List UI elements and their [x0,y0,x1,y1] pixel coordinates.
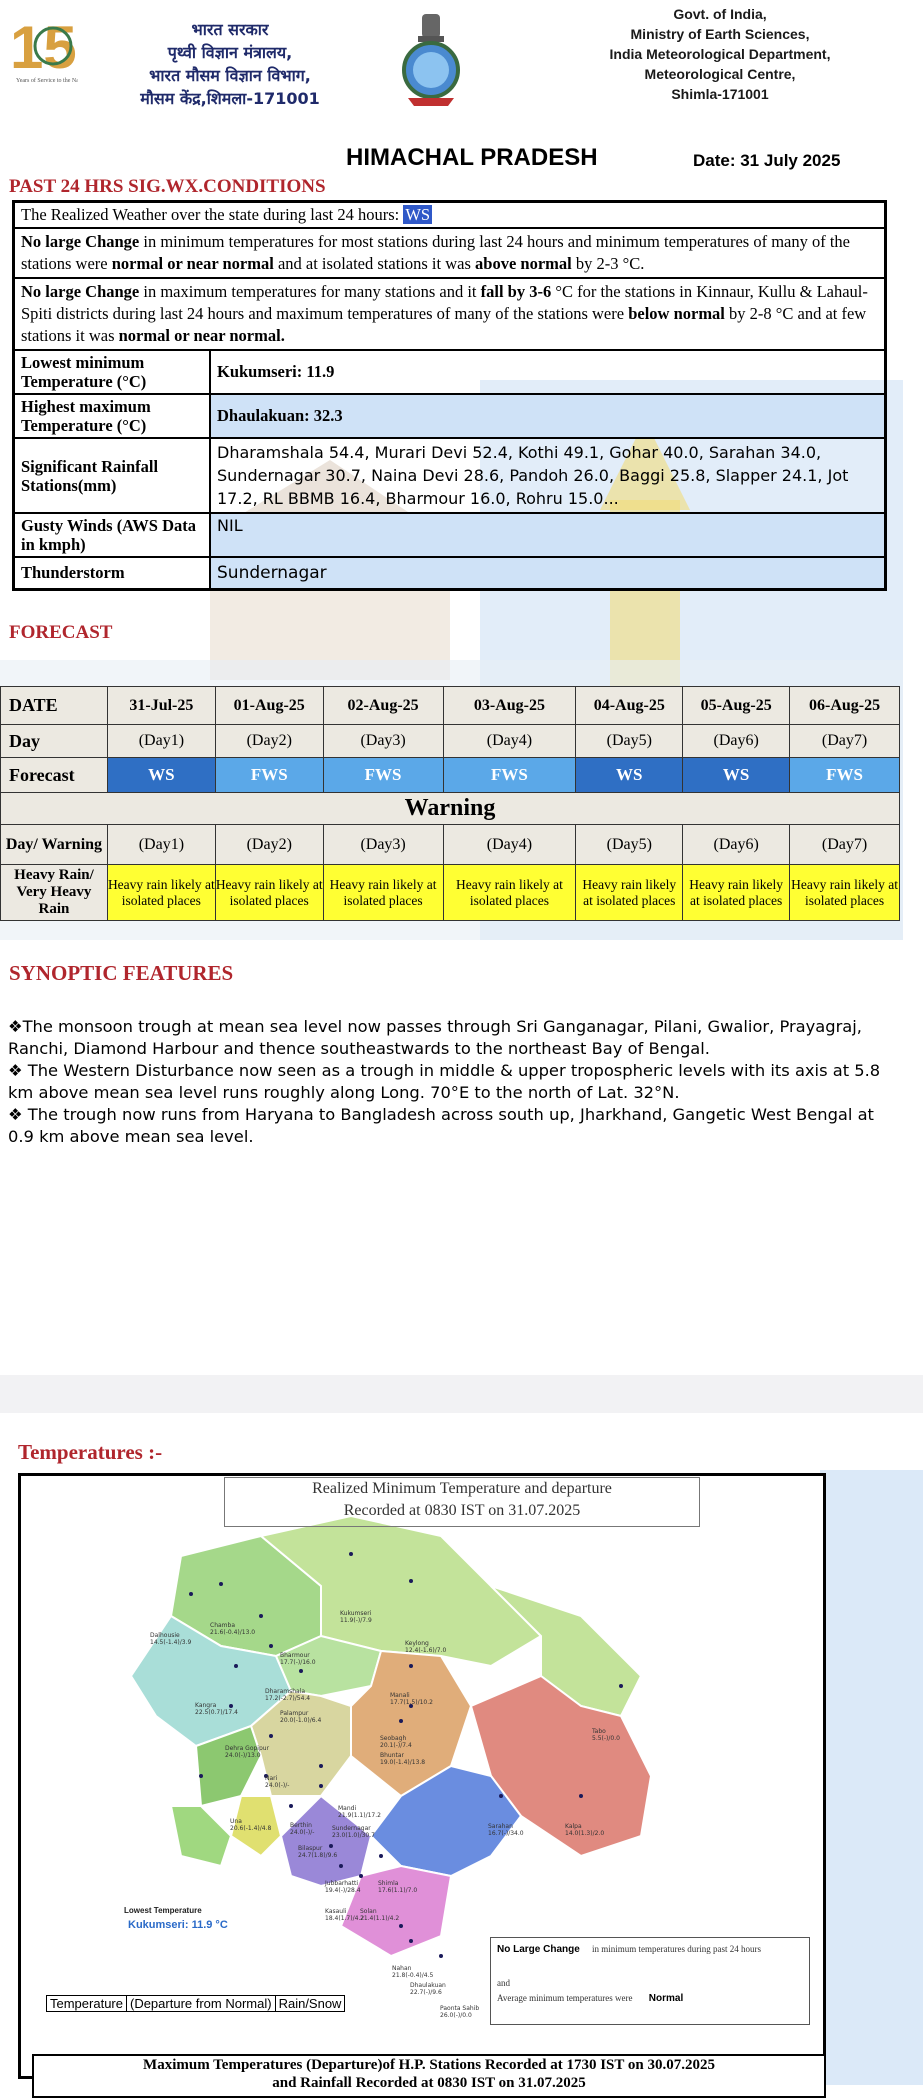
english-line-2: Ministry of Earth Sciences, [630,26,810,42]
station-label: Jubbarhatti 19.4(-)/28.4 [325,1880,361,1894]
note-and: and [497,1978,510,1988]
hindi-line-4: मौसम केंद्र,शिमला-171001 [140,89,320,108]
station-label: Keylong 12.4(-1.6)/7.0 [405,1640,447,1654]
warn-day-1: (Day1) [107,825,215,865]
warn-day-4: (Day4) [443,825,576,865]
max-temp-caption [32,2054,826,2098]
warning-2: Heavy rain likely at isolated places [215,865,323,921]
legend-departure: (Departure from Normal) [127,1995,276,2012]
max-b1: No large Change [21,282,140,301]
rainfall-label: Significant Rainfall Stations(mm) [14,438,211,513]
heavy-rain-label: Heavy Rain/ Very Heavy Rain [1,865,108,921]
hindi-line-2: पृथ्वी विज्ञान मंत्रालय, [167,43,293,62]
forecast-code-5: WS [576,758,683,793]
station-label: Tabo 5.5(-)/0.0 [592,1728,620,1742]
day-label: Day [1,725,108,758]
day-7: (Day7) [790,725,900,758]
synoptic-item-2: ❖ The Western Disturbance now seen as a trough in middle & upper tropospheric levels with its axis at 5.8 km above mean sea level runs roughly along Long. 70°E to the north of Lat. 32°N. [8,1061,881,1102]
note-line-1-bold: No Large Change [497,1944,580,1955]
forecast-code-3: FWS [323,758,443,793]
station-label: Kasauli 18.4(1.7)/4.2 [325,1908,365,1922]
date-3: 02-Aug-25 [323,687,443,725]
station-label: Sundernagar 23.0(1.0)/30.7 [332,1825,375,1839]
day-4: (Day4) [443,725,576,758]
hindi-line-1: भारत सरकार [191,20,269,39]
synoptic-item-3: ❖ The trough now runs from Haryana to Bangladesh across south up, Jharkhand, Gangetic West Bengal at 0.9 km above mean sea level. [8,1105,874,1146]
warning-7: Heavy rain likely at isolated places [790,865,900,921]
station-label: Kangra 22.5(0.7)/17.4 [195,1702,238,1716]
forecast-code-2: FWS [215,758,323,793]
date-5: 04-Aug-25 [576,687,683,725]
legend-temperature: Temperature [46,1995,127,2012]
date-4: 03-Aug-25 [443,687,576,725]
station-label: Dharamshala 17.2(-2.7)/54.4 [265,1688,311,1702]
realized-value: WS [405,205,431,224]
station-label: Shimla 17.6(1.1)/7.0 [378,1880,418,1894]
english-line-4: Meteorological Centre, [644,66,796,82]
max-b3: below normal [628,304,725,323]
warning-3: Heavy rain likely at isolated places [323,865,443,921]
max-b2: fall by 3-6 [480,282,552,301]
min-b3: above normal [475,254,572,273]
synoptic-title: SYNOPTIC FEATURES [9,961,234,985]
gusty-winds-label: Gusty Winds (AWS Data in kmph) [14,513,211,557]
forecast-title: FORECAST [9,622,113,643]
thunderstorm-value: Sundernagar [210,557,886,590]
warning-4: Heavy rain likely at isolated places [443,865,576,921]
note-line-2-text: Average minimum temperatures were [497,1993,633,2003]
english-line-1: Govt. of India, [673,6,767,22]
station-label: Dehra Gopipur 24.0(-)/13.0 [225,1745,270,1759]
warning-6: Heavy rain likely at isolated places [683,865,790,921]
min-t1: in minimum temperatures for most stations during last 24 hours and minimum temperatures of many of the stations were [21,232,850,273]
station-label: Dalhousie 14.5(-1.4)/3.9 [150,1632,192,1646]
day-3: (Day3) [323,725,443,758]
forecast-code-1: WS [107,758,215,793]
warning-1: Heavy rain likely at isolated places [107,865,215,921]
day-2: (Day2) [215,725,323,758]
forecast-code-6: WS [683,758,790,793]
map-title-line-2: Recorded at 0830 IST on 31.07.2025 [343,1502,581,1519]
station-label: Bharmour 17.7(-)/16.0 [280,1652,316,1666]
note-line-1-text: in minimum temperatures during past 24 hours [592,1944,762,1954]
highest-max-value: Dhaulakuan: 32.3 [210,394,886,438]
date-label: DATE [1,687,108,725]
note-line-2 [497,1993,803,2004]
thunderstorm-label: Thunderstorm [14,557,211,590]
warn-day-7: (Day7) [790,825,900,865]
warn-day-3: (Day3) [323,825,443,865]
station-label: Palampur 20.0(-1.0)/6.4 [280,1710,322,1724]
note-line-2-bold: Normal [648,1993,684,2004]
realized-prefix: The Realized Weather over the state during last 24 hours: [21,205,400,224]
warning-5: Heavy rain likely at isolated places [576,865,683,921]
max-t2: °C for the stations in Kinnaur, Kullu & Lahaul-Spiti districts during last 24 hours and maximum temperatures of many of the stations were [21,282,868,323]
date-6: 05-Aug-25 [683,687,790,725]
station-label: Dhaulakuan 22.7(-)/9.6 [410,1982,446,1996]
report-date: Date: 31 July 2025 [693,151,841,170]
lowest-temp-label: Lowest Temperature [124,1906,202,1915]
lowest-min-value: Kukumseri: 11.9 [210,350,886,394]
day-warning-label: Day/ Warning [1,825,108,865]
lowest-min-label: Lowest minimum Temperature (°C) [14,350,211,394]
svg-text:Years of Service to the Nation: Years of Service to the N [16,78,77,84]
warn-day-5: (Day5) [576,825,683,865]
max-b4: normal or near normal. [118,326,285,345]
station-label: Manali 17.7(1.5)/10.2 [390,1692,433,1706]
min-b2: normal or near normal [111,254,274,273]
hindi-line-3: भारत मौसम विज्ञान विभाग, [149,66,311,85]
forecast-code-7: FWS [790,758,900,793]
max-t3: by 2-8 °C and at few stations it was [21,304,867,345]
warn-day-6: (Day6) [683,825,790,865]
forecast-code-4: FWS [443,758,576,793]
day-1: (Day1) [107,725,215,758]
state-title: HIMACHAL PRADESH [346,144,598,171]
lowest-temp-value: Kukumseri: 11.9 °C [128,1919,228,1931]
caption-line-1: Maximum Temperatures (Departure)of H.P. Stations Recorded at 1730 IST on 30.07.2025 [143,2057,715,2073]
date-7: 06-Aug-25 [790,687,900,725]
svg-text:150: 15 [10,14,77,81]
station-label: Sarahan 16.7(-)/34.0 [488,1823,524,1837]
map-legend [46,1995,345,2012]
min-t2: and at isolated stations it was [273,254,476,273]
station-label: Paonta Sahib 26.0(-)/0.0 [440,2005,480,2019]
station-label: Seobagh 20.1(-)/7.4 [380,1735,412,1749]
english-line-5: Shimla-171001 [671,86,769,102]
station-label: Mandi 21.9(1.1)/17.2 [338,1805,381,1819]
summary-note-box [490,1937,810,2025]
gusty-winds-value: NIL [210,513,886,557]
english-line-3: India Meteorological Department, [609,46,831,62]
caption-line-2: and Rainfall Recorded at 0830 IST on 31.07.2025 [272,2075,586,2091]
legend-rain-snow: Rain/Snow [276,1995,346,2012]
highest-max-label: Highest maximum Temperature (°C) [14,394,211,438]
station-label: Bhuntar 19.0(-1.4)/13.8 [380,1752,426,1766]
min-b1: No large Change [21,232,140,251]
station-label: Kalpa 14.0(1.3)/2.0 [565,1823,605,1837]
station-label: Nari 24.0(-)/- [265,1775,290,1789]
rainfall-value: Dharamshala 54.4, Murari Devi 52.4, Kothi 49.1, Gohar 40.0, Sarahan 34.0, Sundernagar 30.7, Naina Devi 28.6, Pandoh 26.0, Baggi 25.8, Slapper 24.1, Jot 17.2, RL BBMB 16.4, Bharmour 16.0, Rohru 15.0... [210,438,886,513]
date-2: 01-Aug-25 [215,687,323,725]
station-label: Berthin 24.0(-)/- [290,1822,315,1836]
station-label: Kukumseri 11.9(-)/7.9 [340,1610,372,1624]
day-6: (Day6) [683,725,790,758]
forecast-label: Forecast [1,758,108,793]
station-label: Bilaspur 24.7(1.8)/9.6 [298,1845,338,1859]
date-1: 31-Jul-25 [107,687,215,725]
station-label: Solan 21.4(1.1)/4.2 [360,1908,400,1922]
map-title-line-1: Realized Minimum Temperature and departure [312,1480,612,1497]
day-5: (Day5) [576,725,683,758]
station-label: Nahan 21.8(-0.4)/4.5 [392,1965,434,1979]
temperatures-title: Temperatures :- [18,1440,163,1464]
station-label: Chamba 21.6(-0.4)/13.0 [210,1622,256,1636]
warning-title: Warning [1,793,900,825]
warn-day-2: (Day2) [215,825,323,865]
min-t3: by 2-3 °C. [571,254,645,273]
max-t1: in maximum temperatures for many stations and it [139,282,481,301]
station-label: Una 20.6(-1.4)/4.8 [230,1818,272,1832]
note-line-1 [497,1944,803,1955]
past24-title: PAST 24 HRS SIG.WX.CONDITIONS [9,176,326,197]
synoptic-item-1: ❖The monsoon trough at mean sea level now passes through Sri Ganganagar, Pilani, Gwalior, Prayagraj, Ranchi, Diamond Harbour and thence southeastwards to the northeast Bay of Bengal. [8,1017,862,1058]
